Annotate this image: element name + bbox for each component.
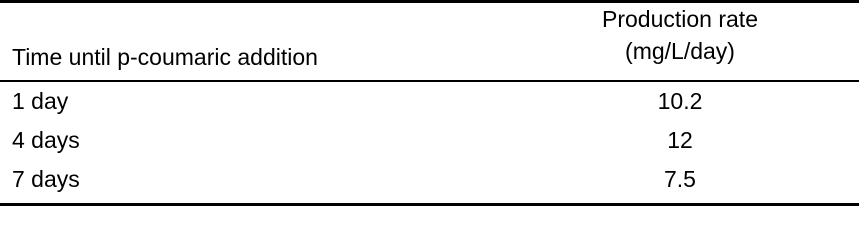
time-cell: 7 days bbox=[12, 166, 80, 192]
time-cell: 1 day bbox=[12, 88, 69, 114]
header-production-rate bbox=[560, 3, 800, 67]
bottom-rule bbox=[0, 203, 859, 206]
table-row bbox=[0, 162, 859, 201]
rate-cell: 10.2 bbox=[657, 88, 703, 114]
header-production-rate-line1: Production rate bbox=[602, 6, 758, 32]
table-row bbox=[0, 84, 859, 123]
time-cell: 4 days bbox=[12, 127, 80, 153]
header-production-rate-unit: (mg/L/day) bbox=[625, 38, 735, 64]
table-body bbox=[0, 84, 859, 201]
header-rule bbox=[0, 80, 859, 82]
rate-cell: 12 bbox=[667, 127, 693, 153]
table-row bbox=[0, 123, 859, 162]
rate-cell: 7.5 bbox=[664, 166, 696, 192]
header-time-until-addition: Time until p-coumaric addition bbox=[12, 44, 318, 70]
